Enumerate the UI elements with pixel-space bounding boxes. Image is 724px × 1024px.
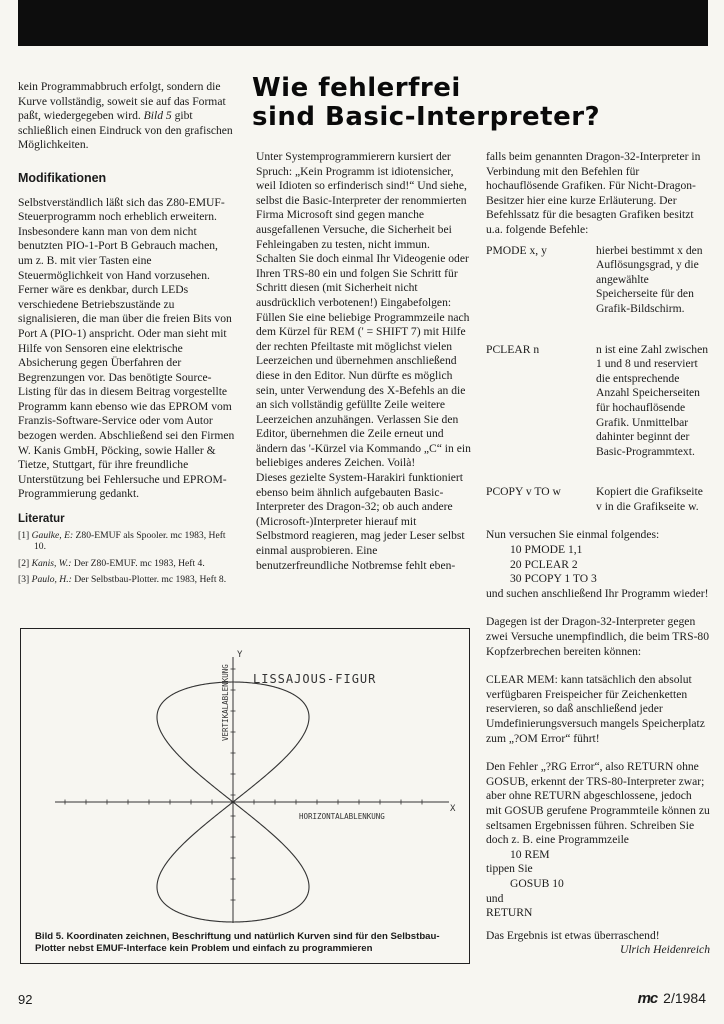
- section-heading: Modifikationen: [18, 170, 107, 185]
- y-axis-end-label: Y: [237, 650, 243, 660]
- code-line: 10 PMODE 1,1: [510, 543, 583, 557]
- paragraph: Dagegen ist der Dragon-32-Interpreter gegen zwei Versuche unempfindlich, die beim TRS-80 Kopfzerbrechen bereiten können:: [486, 615, 710, 658]
- paragraph: Den Fehler „?RG Error“, also RETURN ohne GOSUB, erkennt der TRS-80-Interpreter zwar; aber ohne RETURN abgeschlossene, jedoch mit GOSUB gerufene Programmteile können zu seltsamen Ergebnissen führen. Schreiben Sie doch z. B. eine Programmzeile: [486, 760, 710, 847]
- paragraph: falls beim genannten Dragon-32-Interpreter in Verbindung mit den Befehlen für hochauflösende Grafiken. Für Nicht-Dragon-Besitzer hier eine kurze Erläuterung. Der Befehlssatz für die besagten Grafiken besitzt u.a. folgende Befehle:: [486, 150, 701, 236]
- literature-author: Kanis, W.:: [31, 557, 72, 569]
- issue-number: 2/1984: [663, 990, 706, 1006]
- code-line: 10 REM: [510, 847, 550, 861]
- issue-footer: [638, 990, 706, 1007]
- paragraph: Das Ergebnis ist etwas überraschend!: [486, 928, 660, 942]
- literature-list: [18, 530, 235, 586]
- paragraph: RETURN: [486, 906, 533, 920]
- column-left: [18, 80, 235, 591]
- x-axis-label: HORIZONTALABLENKUNG: [299, 812, 385, 821]
- command-description: hierbei bestimmt x den Auflösungsgrad, y die angewählte Speicherseite für den Grafik-Bildschirm.: [596, 243, 703, 315]
- title-line: sind Basic-Interpreter?: [252, 102, 601, 132]
- lissajous-plot: [21, 629, 469, 963]
- figure-caption: Bild 5. Koordinaten zeichnen, Beschriftung und natürlich Kurven sind für den Selbstbau-Plotter nebst EMUF-Interface kein Problem und einfach zu programmieren: [35, 931, 440, 954]
- paragraph: Nun versuchen Sie einmal folgendes:: [486, 528, 660, 542]
- column-middle: [256, 150, 472, 573]
- x-axis-end-label: X: [450, 804, 456, 814]
- title-line: Wie fehlerfrei: [252, 73, 461, 103]
- literature-title: Der Z80-EMUF. mc 1983, Heft 4.: [71, 557, 205, 569]
- literature-item: [18, 558, 235, 570]
- command-name: PMODE x, y: [486, 243, 547, 257]
- paragraph: und: [486, 891, 504, 905]
- literature-item: [18, 574, 235, 586]
- article-title: [252, 74, 652, 132]
- paragraph: Schalten Sie doch einmal Ihr Videogenie oder Ihren TRS-80 ein und folgen Sie Schritt für Schritt diesen (mit Sicherheit nicht ausdrücklich verbotenen!) Eingabefolgen:: [256, 252, 469, 309]
- paragraph: Unter Systemprogrammierern kursiert der Spruch: „Kein Programm ist idiotensicher, weil Idioten so erfinderisch sind!“ Und siehe, selbst die Basic-Interpreter der renommierten Firma Microsoft sind gegen manche ausgefallenen Versuche, die Sicherheit bei Fehleingaben zu testen, nicht immun.: [256, 150, 467, 251]
- literature-number: [3]: [18, 574, 32, 586]
- plot-title: LISSAJOUS-FIGUR: [253, 672, 377, 686]
- literature-author: Paulo, H.:: [31, 574, 72, 586]
- intro-paragraph: [18, 80, 235, 153]
- literature-item: [18, 530, 235, 553]
- command-row: [486, 343, 710, 460]
- header-bar: [18, 0, 708, 46]
- figure-lissajous: [20, 628, 470, 964]
- literature-number: [2]: [18, 557, 32, 569]
- code-line: 20 PCLEAR 2: [510, 557, 578, 571]
- y-axis-label: VERTIKALABLENKUNG: [221, 664, 230, 741]
- command-row: [486, 485, 710, 514]
- command-name: PCOPY v TO w: [486, 485, 561, 499]
- code-line: GOSUB 10: [510, 876, 564, 890]
- code-line: 30 PCOPY 1 TO 3: [510, 572, 597, 586]
- magazine-logo: mc: [637, 990, 658, 1007]
- body-paragraph: Selbstverständlich läßt sich das Z80-EMUF-Steuerprogramm noch erheblich erweitern. Insbesondere kann man von dem nicht benutzten PIO-1-Port B Gebrauch machen, um z. B. mit vier Tasten eine Steuermöglichkeit von Hand vorzusehen. Ferner wäre es denkbar, durch LEDs verschiedene Betriebszustände zu signalisieren, die man über die freien Bits von Port A (PIO-1) anspricht. Oder man sieht mit Hilfe von Sensoren eine elektrische Absicherung gegen Überfahren der Begrenzungen vor. Das benötigte Source-Listing für das in diesem Beitrag vorgestellte Programm kann ebenso wie das EPROM vom Franzis-Software-Service oder vom Autor bezogen werden. Abschließend sei den Firmen W. Kanis GmbH, Pöcking, sowie Haller & Tietze, Stuttgart, für ihre freundliche Unterstützung bei Fehlersuche und EPROM-Programmierung gedankt.: [18, 195, 235, 501]
- paragraph: tippen Sie: [486, 862, 533, 876]
- literature-title: Der Selbstbau-Plotter. mc 1983, Heft 8.: [71, 574, 227, 586]
- page-number: 92: [18, 992, 33, 1007]
- intro-text-end: gibt schließlich einen Eindruck von den grafischen Möglichkeiten.: [18, 109, 233, 152]
- paragraph: CLEAR MEM: kann tatsächlich den absolut verfügbaren Freispeicher für Zeichenketten reservieren, so daß anschließend jeder Umdefinierungsversuch mangels Speicherplatz zum „?OM Error“ führt!: [486, 673, 705, 745]
- command-row: [486, 244, 710, 317]
- paragraph: Dieses gezielte System-Harakiri funktioniert ebenso beim ähnlich aufgebauten Basic-Interpreter des Dragon-32; ob auch andere (Microsoft-)Interpreter hierauf mit Selbstmord reagieren, mag jeder Leser selbst einmal ausprobieren. Eine benutzerfreundliche Notbremse fehlt eben-: [256, 471, 465, 572]
- literature-number: [1]: [18, 529, 32, 541]
- command-name: PCLEAR n: [486, 342, 540, 356]
- author-signature: Ulrich Heidenreich: [619, 943, 710, 957]
- literature-title: Z80-EMUF als Spooler. mc 1983, Heft 10.: [34, 529, 226, 553]
- column-right: [486, 150, 710, 958]
- paragraph: Füllen Sie eine beliebige Programmzeile nach dem Kürzel für REM (' = SHIFT 7) mit Hilfe der rechten Pfeiltaste mit möglichst vielen Leerzeichen und übernehmen anschließend diese in den Editor. Nun dürfte es möglich sein, unter Verwendung des X-Befehls an die an sich vollständig gefüllte Zeile weitere Leerzeichen anzuhängen. Verlassen Sie den Editor, übernehmen die Zeile erneut und ändern das '-Kürzel via Kommando „C“ in ein beliebiges anderes Zeichen. Voilà!: [256, 310, 471, 470]
- intro-text: kein Programmabbruch erfolgt, sondern die Kurve vollständig, soweit sie auf das Format paßt, wiedergegeben wird.: [18, 80, 226, 123]
- paragraph: und suchen anschließend Ihr Programm wieder!: [486, 586, 709, 600]
- command-description: n ist eine Zahl zwischen 1 und 8 und reserviert die entsprechende Anzahl Speicherseiten für hochauflösende Grafik. Unmittelbar dahinter beginnt der Basic-Programmtext.: [596, 342, 709, 458]
- command-description: Kopiert die Grafikseite v in die Grafikseite w.: [596, 485, 703, 513]
- figure-reference: Bild 5: [143, 109, 172, 123]
- literature-author: Gaulke, E:: [31, 529, 74, 541]
- literature-heading: Literatur: [18, 513, 65, 526]
- command-table: [486, 244, 710, 515]
